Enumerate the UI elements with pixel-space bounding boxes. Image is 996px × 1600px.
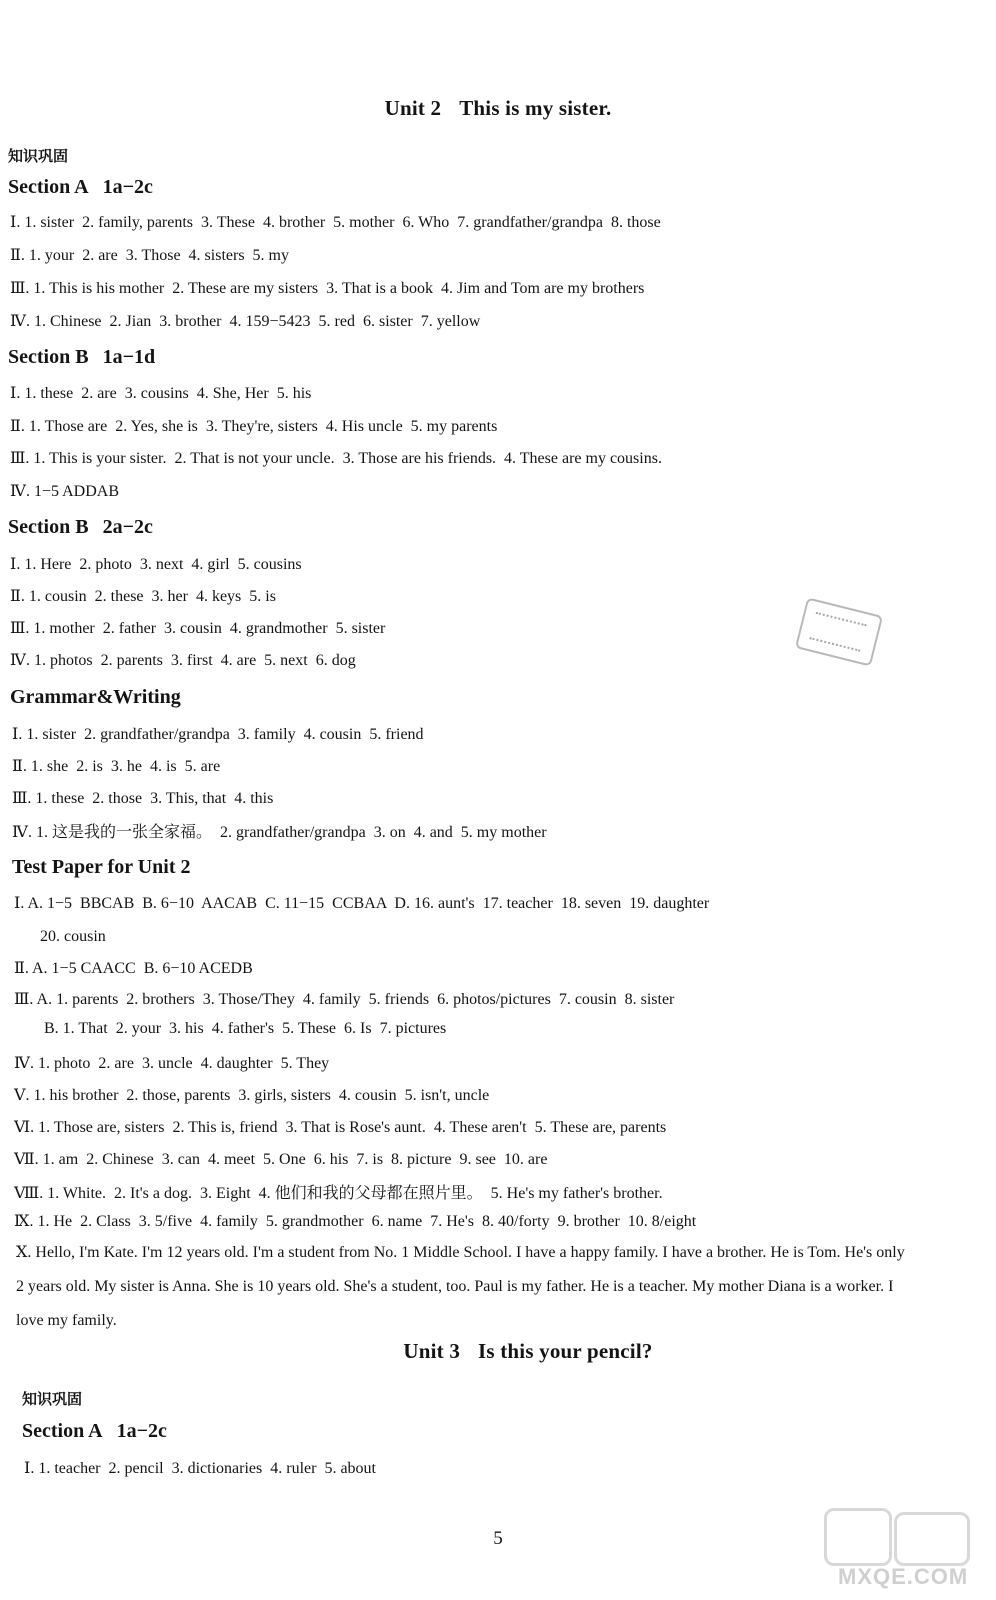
answer-line: Ⅱ. 1. Those are 2. Yes, she is 3. They're, sisters 4. His uncle 5. my parents	[10, 418, 498, 435]
essay-answer: Ⅹ. Hello, I'm Kate. I'm 12 years old. I'm a student from No. 1 Middle School. I have a happy family. I have a brother. He is Tom. He's only 2 years old. My sister is Anna. She is 10 years old. She's a student, too. Paul is my father. He is a teacher. My mother Diana is a worker. I love my family.	[16, 1244, 905, 1329]
section-heading	[12, 856, 191, 879]
watermark-box-icon	[824, 1508, 892, 1566]
answer-line: Ⅷ. 1. White. 2. It's a dog. 3. Eight 4. 他们和我的父母都在照片里。 5. He's my father's brother.	[14, 1185, 663, 1202]
answer-line: Ⅰ. 1. teacher 2. pencil 3. dictionaries 4. ruler 5. about	[24, 1460, 376, 1477]
answer-line: Ⅶ. 1. am 2. Chinese 3. can 4. meet 5. One 6. his 7. is 8. picture 9. see 10. are	[14, 1151, 548, 1168]
page-number: 5	[493, 1528, 503, 1549]
answer-line: Ⅰ. 1. these 2. are 3. cousins 4. She, Her 5. his	[10, 385, 312, 402]
answer-line: Ⅰ. A. 1−5 BBCAB B. 6−10 AACAB C. 11−15 CCBAA D. 16. aunt's 17. teacher 18. seven 19. daughter	[14, 895, 710, 912]
section-name: Section B	[8, 516, 89, 538]
section-heading	[8, 346, 155, 369]
answer-line: Ⅳ. 1. Chinese 2. Jian 3. brother 4. 159−5423 5. red 6. sister 7. yellow	[10, 313, 481, 330]
watermark-logo	[824, 1508, 974, 1588]
unit-2-label: Unit 2	[384, 96, 442, 120]
answer-line: Ⅴ. 1. his brother 2. those, parents 3. girls, sisters 4. cousin 5. isn't, uncle	[14, 1087, 490, 1104]
section-code: 1a−1d	[102, 346, 156, 368]
answer-line: Ⅲ. 1. This is your sister. 2. That is not your uncle. 3. Those are his friends. 4. These are my cousins.	[10, 450, 662, 467]
answer-line: 20. cousin	[40, 928, 106, 945]
answer-line: Ⅰ. 1. sister 2. family, parents 3. These 4. brother 5. mother 6. Who 7. grandfather/grandpa 8. those	[10, 214, 661, 231]
answer-line: Ⅰ. 1. sister 2. grandfather/grandpa 3. family 4. cousin 5. friend	[12, 726, 424, 743]
watermark-box-icon	[894, 1512, 970, 1566]
watermark-text: MXQE.COM	[838, 1564, 969, 1589]
section-heading	[8, 516, 153, 539]
knowledge-review-heading: 知识巩固	[22, 1390, 83, 1408]
section-name: Section A	[8, 176, 89, 198]
unit-3-title	[30, 1339, 996, 1364]
section-code: 1a−2c	[116, 1420, 167, 1442]
answer-line: Ⅱ. 1. she 2. is 3. he 4. is 5. are	[12, 758, 221, 775]
answer-line: Ⅰ. 1. Here 2. photo 3. next 4. girl 5. cousins	[10, 556, 302, 573]
section-heading	[22, 1420, 167, 1443]
answer-line: B. 1. That 2. your 3. his 4. father's 5. These 6. Is 7. pictures	[44, 1020, 447, 1037]
answer-line: Ⅸ. 1. He 2. Class 3. 5/five 4. family 5. grandmother 6. name 7. He's 8. 40/forty 9. brother 10. 8/eight	[14, 1213, 697, 1230]
answer-line: Ⅲ. 1. This is his mother 2. These are my sisters 3. That is a book 4. Jim and Tom are my brothers	[10, 280, 645, 297]
unit-2-name: This is my sister.	[459, 96, 612, 120]
unit-3-name: Is this your pencil?	[478, 1339, 653, 1363]
section-code: 2a−2c	[102, 516, 153, 538]
answer-line: Ⅳ. 1. 这是我的一张全家福。 2. grandfather/grandpa 3. on 4. and 5. my mother	[12, 824, 547, 841]
stamp-mark	[795, 597, 883, 666]
answer-line: Ⅱ. 1. cousin 2. these 3. her 4. keys 5. is	[10, 588, 276, 605]
section-name: Grammar&Writing	[10, 686, 181, 708]
section-heading	[8, 176, 153, 199]
section-name: Section A	[22, 1420, 103, 1442]
answer-line: Ⅱ. A. 1−5 CAACC B. 6−10 ACEDB	[14, 960, 253, 977]
section-name: Section B	[8, 346, 89, 368]
answer-line: Ⅳ. 1. photos 2. parents 3. first 4. are 5. next 6. dog	[10, 652, 356, 669]
knowledge-review-heading: 知识巩固	[8, 147, 69, 165]
answer-line: Ⅲ. 1. mother 2. father 3. cousin 4. grandmother 5. sister	[10, 620, 386, 637]
answer-line: Ⅲ. A. 1. parents 2. brothers 3. Those/They 4. family 5. friends 6. photos/pictures 7. cousin 8. sister	[14, 991, 675, 1008]
section-name: Test Paper for Unit 2	[12, 856, 191, 878]
answer-line: Ⅱ. 1. your 2. are 3. Those 4. sisters 5. my	[10, 247, 289, 264]
answer-line: Ⅵ. 1. Those are, sisters 2. This is, friend 3. That is Rose's aunt. 4. These aren't 5. These are, parents	[14, 1119, 667, 1136]
answer-line: Ⅲ. 1. these 2. those 3. This, that 4. this	[12, 790, 274, 807]
section-heading	[10, 686, 181, 709]
unit-2-title	[0, 96, 996, 121]
unit-3-label: Unit 3	[403, 1339, 461, 1363]
section-code: 1a−2c	[102, 176, 153, 198]
answer-line: Ⅳ. 1−5 ADDAB	[10, 483, 120, 500]
answer-line: Ⅳ. 1. photo 2. are 3. uncle 4. daughter 5. They	[14, 1055, 330, 1072]
